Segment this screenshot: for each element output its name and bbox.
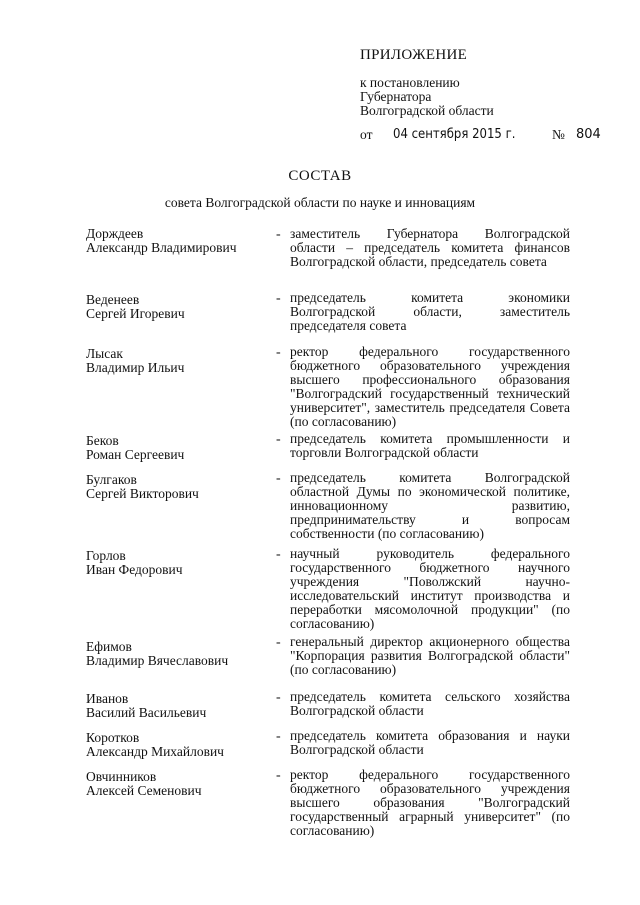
member-role: научный руководитель федерального государственного бюджетного научного учреждения "Поволжский научно-исследовательский институт производства и переработки мясомолочной продукции" (по согласованию) (290, 546, 570, 631)
member-given-name: Александр Михайлович (86, 744, 224, 759)
member-dash: - (276, 729, 281, 744)
member-dash: - (276, 291, 281, 306)
member-name (86, 347, 184, 375)
member-name (86, 227, 237, 255)
member-surname: Дорждеев (86, 226, 144, 241)
member-given-name: Александр Владимирович (86, 240, 237, 255)
member-name (86, 434, 184, 462)
order-number: 804 (576, 127, 601, 142)
member-dash: - (276, 635, 281, 650)
member-dash: - (276, 432, 281, 447)
member-name (86, 731, 224, 759)
appendix-reference (360, 76, 494, 118)
member-surname: Горлов (86, 548, 126, 563)
appendix-title: ПРИЛОЖЕНИЕ (360, 47, 468, 63)
member-given-name: Сергей Викторович (86, 486, 199, 501)
appendix-reference-line: Волгоградской области (360, 103, 494, 118)
member-dash: - (276, 547, 281, 562)
document-title: СОСТАВ (288, 168, 352, 184)
member-role: ректор федерального государственного бюджетного образовательного учреждения высшего образования "Волгоградский государственный аграрный университет" (по согласованию) (290, 767, 570, 838)
member-given-name: Владимир Вячеславович (86, 653, 229, 668)
member-surname: Овчинников (86, 769, 157, 784)
member-name (86, 692, 206, 720)
member-given-name: Алексей Семенович (86, 783, 202, 798)
member-name (86, 640, 228, 668)
member-surname: Ефимов (86, 639, 132, 654)
member-surname: Коротков (86, 730, 140, 745)
member-surname: Беков (86, 433, 119, 448)
member-dash: - (276, 690, 281, 705)
member-role: ректор федерального государственного бюджетного образовательного учреждения высшего профессионального образования "Волгоградский государственный технический университет", заместитель председателя Совета (по согласованию) (290, 344, 570, 429)
order-from-label: от (360, 127, 373, 142)
order-number-label: № (552, 127, 565, 142)
order-date: 04 сентября 2015 г. (393, 127, 516, 142)
member-name (86, 473, 199, 501)
member-name (86, 770, 202, 798)
member-given-name: Василий Васильевич (86, 705, 207, 720)
order-line (360, 127, 600, 145)
member-surname: Булгаков (86, 472, 137, 487)
member-given-name: Роман Сергеевич (86, 447, 185, 462)
appendix-reference-line: к постановлению (360, 75, 460, 90)
member-role: председатель комитета экономики Волгоградской области, заместитель председателя совета (290, 290, 570, 333)
member-given-name: Владимир Ильич (86, 360, 185, 375)
member-dash: - (276, 227, 281, 242)
member-role: председатель комитета образования и науки Волгоградской области (290, 728, 570, 757)
member-name (86, 549, 183, 577)
member-role: председатель комитета Волгоградской областной Думы по экономической политике, инновационному развитию, предпринимательству и вопросам собственности (по согласованию) (290, 470, 570, 541)
member-role: заместитель Губернатора Волгоградской области – председатель комитета финансов Волгоградской области, председатель совета (290, 226, 570, 269)
member-name (86, 293, 185, 321)
document-subtitle: совета Волгоградской области по науке и инновациям (164, 195, 476, 210)
member-surname: Иванов (86, 691, 129, 706)
member-role: председатель комитета промышленности и торговли Волгоградской области (290, 431, 570, 460)
member-dash: - (276, 768, 281, 783)
appendix-reference-line: Губернатора (360, 89, 432, 104)
member-surname: Лысак (86, 346, 123, 361)
member-given-name: Иван Федорович (86, 562, 183, 577)
member-surname: Веденеев (86, 292, 140, 307)
member-role: председатель комитета сельского хозяйства Волгоградской области (290, 689, 570, 718)
member-dash: - (276, 471, 281, 486)
member-given-name: Сергей Игоревич (86, 306, 185, 321)
member-role: генеральный директор акционерного общества "Корпорация развития Волгоградской области" (по согласованию) (290, 634, 570, 677)
member-dash: - (276, 345, 281, 360)
